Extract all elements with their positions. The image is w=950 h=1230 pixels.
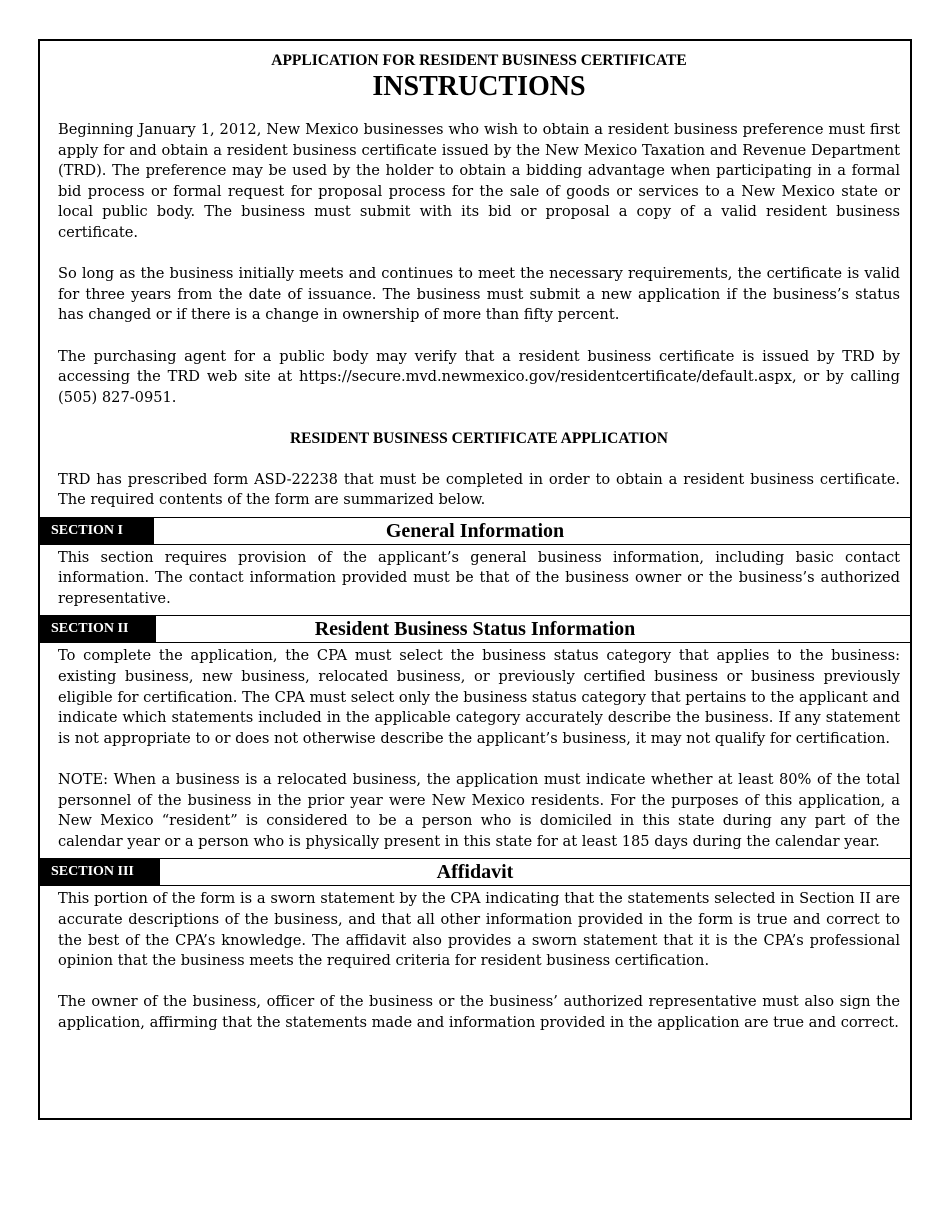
form-supertitle: APPLICATION FOR RESIDENT BUSINESS CERTIFICATE bbox=[271, 52, 687, 69]
section-paragraph: This portion of the form is a sworn statement by the CPA indicating that the statements selected in Section II are accurate descriptions of the business, and that all other information provided in the form is true and correct to the best of the CPA’s knowledge. The affidavit also provides a sworn statement that it is the CPA’s professional opinion that the business meets the required criteria for resident business certification. bbox=[58, 890, 900, 970]
section-header bbox=[40, 517, 910, 545]
section-paragraph: The owner of the business, officer of the business or the business’ authorized representative must also sign the application, affirming that the statements made and information provided in the application are true and correct. bbox=[58, 993, 900, 1031]
application-paragraph: TRD has prescribed form ASD-22238 that must be completed in order to obtain a resident business certificate. The required contents of the form are summarized below. bbox=[58, 470, 900, 509]
document-frame bbox=[38, 39, 912, 1120]
section-header bbox=[40, 858, 910, 886]
section-body bbox=[40, 545, 910, 610]
section-paragraph: NOTE: When a business is a relocated business, the application must indicate whether at least 80% of the total personnel of the business in the prior year were New Mexico residents. For the purposes of this application, a New Mexico “resident” is considered to be a person who is domiciled in this state during any part of the calendar year or a person who is physically present in this state for at least 185 days during the calendar year. bbox=[58, 771, 900, 850]
section-title: General Information bbox=[385, 519, 565, 542]
intro-paragraph: So long as the business initially meets and continues to meet the necessary requirements, the certificate is valid for three years from the date of issuance. The business must submit a new application if the business’s status has changed or if there is a change in ownership of more than fifty percent. bbox=[58, 265, 900, 324]
section-title: Resident Business Status Information bbox=[314, 618, 636, 641]
section-paragraph: This section requires provision of the applicant’s general business information, including basic contact information. The contact information provided must be that of the business owner or the business’s authorized representative. bbox=[58, 548, 900, 607]
instructions-header bbox=[40, 52, 910, 511]
intro-paragraph: The purchasing agent for a public body may verify that a resident business certificate is issued by TRD by accessing the TRD web site at https://secure.mvd.newmexico.gov/residentcertificate/default.aspx, or by calling (505) 827-0951. bbox=[58, 347, 900, 406]
section-body bbox=[40, 643, 910, 852]
page-title: INSTRUCTIONS bbox=[372, 71, 586, 102]
intro-paragraph: Beginning January 1, 2012, New Mexico businesses who wish to obtain a resident business preference must first apply for and obtain a resident business certificate issued by the New Mexico Taxation and Revenue Department (TRD). The preference may be used by the holder to obtain a bidding advantage when participating in a formal bid process or formal request for proposal process for the sale of goods or services to a New Mexico state or local public body. The business must submit with its bid or proposal a copy of a valid resident business certificate. bbox=[58, 121, 900, 241]
section-label: SECTION I bbox=[40, 518, 154, 544]
application-heading: RESIDENT BUSINESS CERTIFICATE APPLICATION bbox=[289, 429, 669, 447]
section-title: Affidavit bbox=[436, 861, 514, 884]
section-header bbox=[40, 615, 910, 643]
section-label: SECTION III bbox=[40, 859, 160, 885]
section-label: SECTION II bbox=[40, 616, 156, 642]
section-paragraph: To complete the application, the CPA must select the business status category that applies to the business: existing business, new business, relocated business, or previously certified business or business previously eligible for certification. The CPA must select only the business status category that pertains to the applicant and indicate which statements included in the applicable category accurately describe the business. If any statement is not appropriate to or does not otherwise describe the applicant’s business, it may not qualify for certification. bbox=[58, 647, 900, 747]
section-body bbox=[40, 886, 910, 1033]
